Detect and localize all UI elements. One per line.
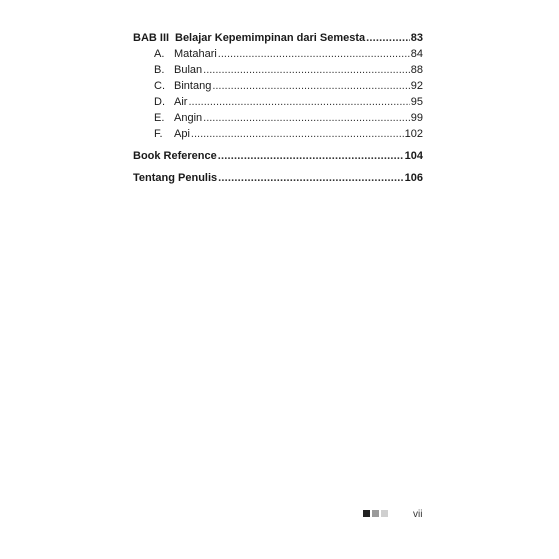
dot-leader <box>212 78 409 94</box>
toc-subentry[interactable] <box>133 110 423 126</box>
footer-square-light <box>381 510 388 517</box>
toc-chapter-entry[interactable] <box>133 30 423 46</box>
folio-page-number: vii <box>413 509 423 520</box>
toc-back-matter-entry[interactable] <box>133 148 423 164</box>
page-number: 106 <box>404 172 423 184</box>
page-number: 95 <box>410 96 423 108</box>
subentry-letter: F. <box>154 128 163 140</box>
page-number: 104 <box>404 150 423 162</box>
page-number: 102 <box>404 128 423 140</box>
page-number: 84 <box>410 48 423 60</box>
table-of-contents <box>133 30 423 186</box>
dot-leader <box>366 30 410 46</box>
dot-leader <box>218 148 404 164</box>
footer-square-mid <box>372 510 379 517</box>
page-number: 92 <box>410 80 423 92</box>
dot-leader <box>203 62 410 78</box>
toc-back-matter-entry[interactable] <box>133 170 423 186</box>
toc-subentry[interactable] <box>133 126 423 142</box>
page-number: 83 <box>410 32 423 44</box>
toc-subentry[interactable] <box>133 78 423 94</box>
subentry-title: Api <box>174 128 190 140</box>
footer-square-dark <box>363 510 370 517</box>
chapter-title: Belajar Kepemimpinan dari Semesta <box>175 32 366 44</box>
toc-subentry[interactable] <box>133 62 423 78</box>
chapter-number: BAB III <box>133 32 170 44</box>
dot-leader <box>191 126 404 142</box>
page-number: 99 <box>410 112 423 124</box>
subentry-title: Matahari <box>174 48 217 60</box>
subentry-title: Bulan <box>174 64 203 76</box>
toc-subentry[interactable] <box>133 94 423 110</box>
subentry-title: Air <box>174 96 188 108</box>
dot-leader <box>218 170 404 186</box>
subentry-title: Bintang <box>174 80 212 92</box>
subentry-letter: B. <box>154 64 165 76</box>
subentry-letter: D. <box>154 96 165 108</box>
footer-squares <box>363 510 390 517</box>
dot-leader <box>203 110 410 126</box>
subentry-title: Angin <box>174 112 203 124</box>
toc-subentry[interactable] <box>133 46 423 62</box>
entry-title: Book Reference <box>133 150 217 162</box>
subentry-letter: A. <box>154 48 165 60</box>
subentry-letter: E. <box>154 112 165 124</box>
dot-leader <box>188 94 409 110</box>
subentry-letter: C. <box>154 80 165 92</box>
dot-leader <box>218 46 410 62</box>
entry-title: Tentang Penulis <box>133 172 218 184</box>
page-number: 88 <box>410 64 423 76</box>
